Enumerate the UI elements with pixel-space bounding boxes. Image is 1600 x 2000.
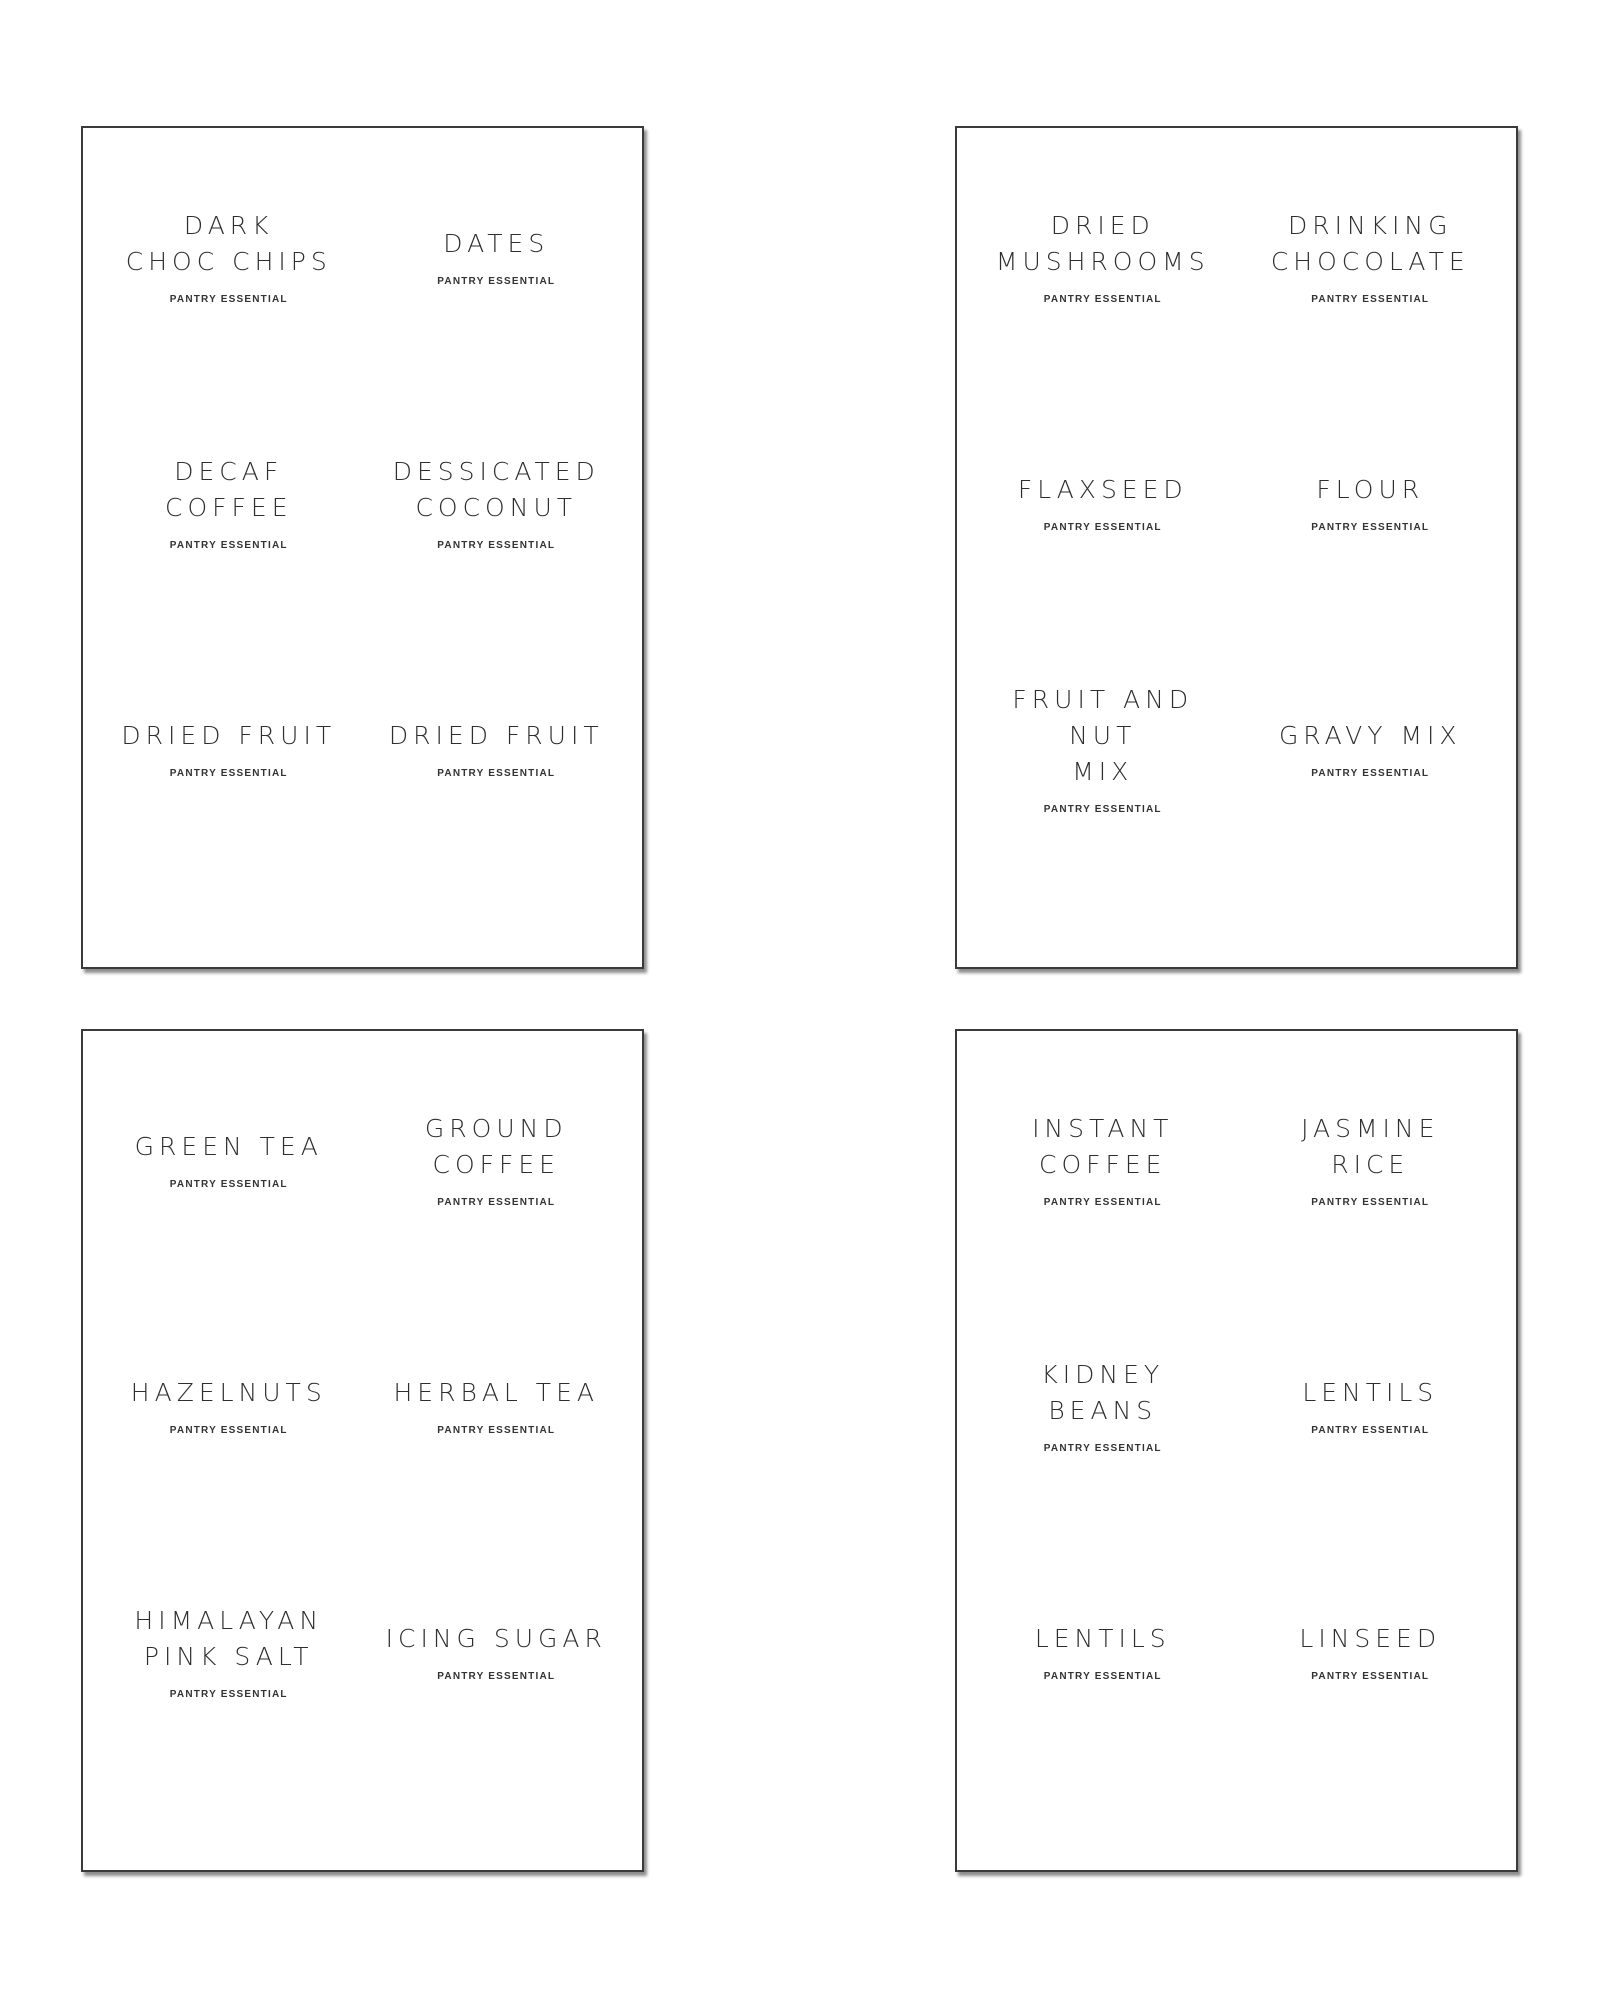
label-subtitle: PANTRY ESSENTIAL [169,539,288,551]
label-subtitle: PANTRY ESSENTIAL [169,1424,288,1436]
label-card [363,168,631,344]
label-name: LINSEED [1299,1624,1442,1654]
label-name: GRAVY MIX [1278,721,1462,751]
label-name: FLOUR [1316,474,1425,504]
label-name: FRUIT AND NUT MIX [1012,685,1194,787]
label-subtitle: PANTRY ESSENTIAL [437,539,556,551]
label-card [969,1317,1237,1493]
label-subtitle: PANTRY ESSENTIAL [1311,1671,1430,1683]
label-name: HIMALAYAN PINK SALT [134,1606,324,1672]
label-card [95,414,363,590]
label-subtitle: PANTRY ESSENTIAL [437,768,556,780]
label-name: HAZELNUTS [130,1377,327,1407]
label-sheet-1 [81,126,644,969]
label-name: ICING SUGAR [385,1624,607,1654]
label-card [95,1564,363,1740]
label-card [95,1071,363,1247]
label-sheet-4 [955,1029,1518,1872]
label-subtitle: PANTRY ESSENTIAL [1043,293,1162,305]
label-subtitle: PANTRY ESSENTIAL [169,1178,288,1190]
label-subtitle: PANTRY ESSENTIAL [1043,1671,1162,1683]
label-card [969,414,1237,590]
label-card [95,1317,363,1493]
label-subtitle: PANTRY ESSENTIAL [437,1424,556,1436]
label-subtitle: PANTRY ESSENTIAL [1043,804,1162,816]
label-name: GREEN TEA [134,1131,323,1161]
label-card [969,1564,1237,1740]
label-card [363,1317,631,1493]
label-name: GROUND COFFEE [424,1113,568,1179]
label-subtitle: PANTRY ESSENTIAL [1311,293,1430,305]
label-name: HERBAL TEA [393,1377,599,1407]
label-subtitle: PANTRY ESSENTIAL [169,293,288,305]
label-card [969,168,1237,344]
label-name: KIDNEY BEANS [1041,1359,1165,1425]
label-card [1237,1317,1505,1493]
label-name: DECAF COFFEE [165,456,293,522]
label-card [1237,168,1505,344]
label-subtitle: PANTRY ESSENTIAL [1311,1196,1430,1208]
label-subtitle: PANTRY ESSENTIAL [1311,521,1430,533]
label-subtitle: PANTRY ESSENTIAL [437,275,556,287]
label-card [95,168,363,344]
label-subtitle: PANTRY ESSENTIAL [1311,1424,1430,1436]
label-subtitle: PANTRY ESSENTIAL [437,1671,556,1683]
label-card [363,414,631,590]
label-name: DRIED MUSHROOMS [995,210,1210,276]
label-subtitle: PANTRY ESSENTIAL [1043,521,1162,533]
label-name: DRINKING CHOCOLATE [1270,210,1470,276]
label-card [1237,661,1505,837]
label-name: DATES [443,228,550,258]
label-name: JASMINE RICE [1301,1113,1440,1179]
label-card [1237,1564,1505,1740]
label-card [1237,414,1505,590]
label-name: FLAXSEED [1017,474,1188,504]
label-subtitle: PANTRY ESSENTIAL [169,768,288,780]
label-subtitle: PANTRY ESSENTIAL [437,1196,556,1208]
label-card [969,1071,1237,1247]
label-name: LENTILS [1302,1377,1439,1407]
label-sheet-2 [955,126,1518,969]
label-name: DARK CHOC CHIPS [125,210,332,276]
label-card [363,1071,631,1247]
label-card [1237,1071,1505,1247]
label-name: DESSICATED COCONUT [392,456,600,522]
label-subtitle: PANTRY ESSENTIAL [169,1689,288,1701]
label-card [363,1564,631,1740]
label-subtitle: PANTRY ESSENTIAL [1311,768,1430,780]
label-name: LENTILS [1034,1624,1171,1654]
label-card [363,661,631,837]
label-sheet-3 [81,1029,644,1872]
label-subtitle: PANTRY ESSENTIAL [1043,1196,1162,1208]
label-name: INSTANT COFFEE [1032,1113,1174,1179]
label-name: DRIED FRUIT [121,721,337,751]
label-card [95,661,363,837]
label-card [969,661,1237,837]
label-name: DRIED FRUIT [388,721,604,751]
label-subtitle: PANTRY ESSENTIAL [1043,1442,1162,1454]
